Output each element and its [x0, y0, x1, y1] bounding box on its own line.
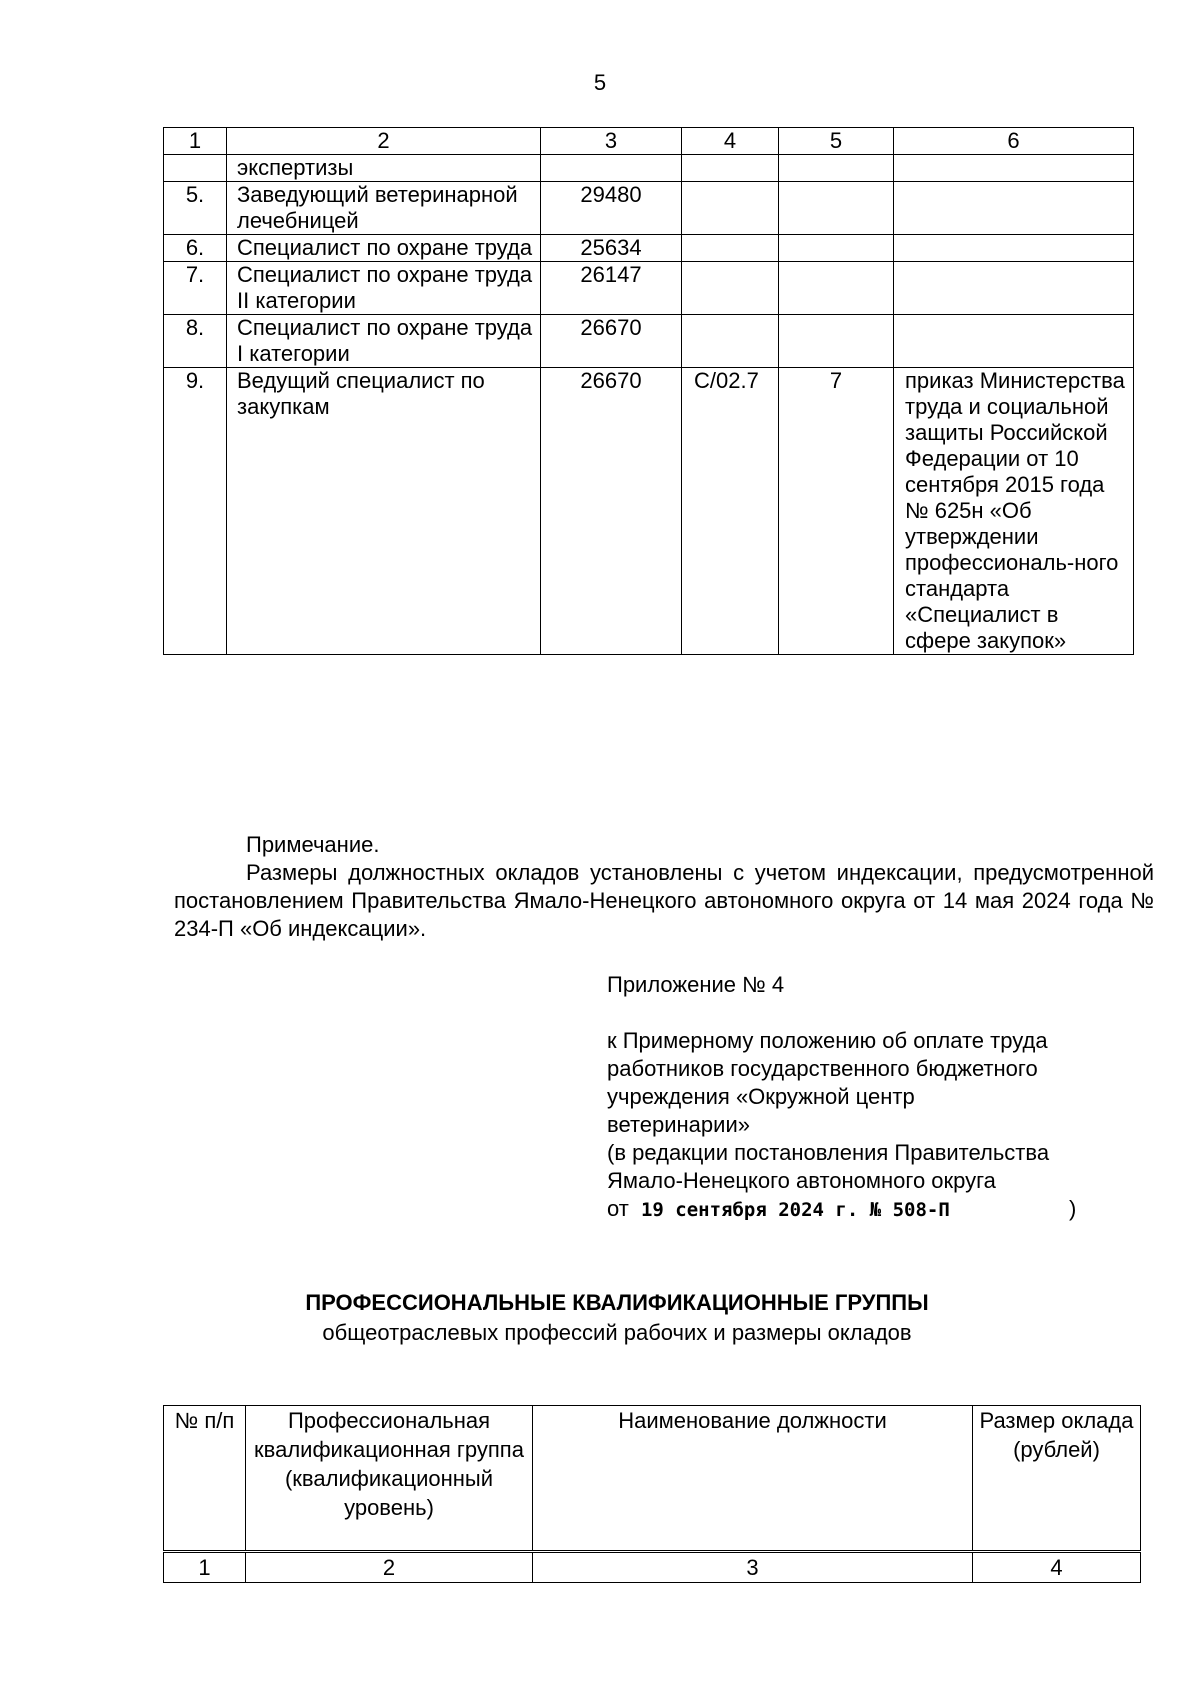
column-number-row — [164, 1552, 1141, 1583]
row-number: 6. — [164, 235, 227, 262]
section-heading — [0, 1288, 1200, 1348]
note-title: Примечание. — [246, 832, 380, 857]
function-code — [682, 182, 779, 235]
table-row — [164, 262, 1134, 315]
salary-value: 26670 — [541, 368, 682, 655]
function-code — [682, 315, 779, 368]
qualification-level — [779, 182, 894, 235]
legal-basis — [894, 182, 1134, 235]
appendix-line: (в редакции постановления Правительства — [607, 1140, 1050, 1165]
appendix-block — [607, 971, 1167, 1224]
salary-value: 29480 — [541, 182, 682, 235]
table-header-row — [164, 128, 1134, 155]
heading-subtitle: общеотраслевых профессий рабочих и размеры окладов — [322, 1320, 912, 1345]
page-number: 5 — [593, 70, 607, 95]
legal-basis — [894, 155, 1134, 182]
salary-value: 26147 — [541, 262, 682, 315]
column-header: № п/п — [164, 1406, 246, 1552]
qualification-groups-table — [163, 1405, 1141, 1583]
qualification-level: 7 — [779, 368, 894, 655]
legal-basis — [894, 235, 1134, 262]
column-number: 3 — [533, 1552, 973, 1583]
qualification-level — [779, 155, 894, 182]
column-header: 3 — [541, 128, 682, 155]
row-number: 8. — [164, 315, 227, 368]
salary-value: 26670 — [541, 315, 682, 368]
column-number: 1 — [164, 1552, 246, 1583]
table-row — [164, 235, 1134, 262]
qualification-level — [779, 315, 894, 368]
resolution-reference: 19 сентября 2024 г. № 508-П — [640, 1199, 950, 1221]
column-header: 4 — [682, 128, 779, 155]
salary-value: 25634 — [541, 235, 682, 262]
row-number: 9. — [164, 368, 227, 655]
table-row — [164, 155, 1134, 182]
table-row — [164, 315, 1134, 368]
column-header: 6 — [894, 128, 1134, 155]
function-code: С/02.7 — [682, 368, 779, 655]
appendix-line: Ямало-Ненецкого автономного округа — [607, 1168, 996, 1193]
appendix-date-line — [607, 1195, 1167, 1224]
function-code — [682, 155, 779, 182]
qualification-level — [779, 235, 894, 262]
function-code — [682, 262, 779, 315]
salary-value — [541, 155, 682, 182]
table-row — [164, 368, 1134, 655]
legal-basis — [894, 315, 1134, 368]
position-name: экспертизы — [227, 155, 541, 182]
position-name: Специалист по охране труда I категории — [227, 315, 541, 368]
appendix-line: работников государственного бюджетного — [607, 1056, 1038, 1081]
appendix-from-label: от — [607, 1196, 629, 1221]
column-number: 4 — [973, 1552, 1141, 1583]
column-header: 2 — [227, 128, 541, 155]
position-name: Заведующий ветеринарной лечебницей — [227, 182, 541, 235]
appendix-line: к Примерному положению об оплате труда — [607, 1028, 1048, 1053]
qualification-level — [779, 262, 894, 315]
column-number: 2 — [246, 1552, 533, 1583]
position-name: Специалист по охране труда II категории — [227, 262, 541, 315]
function-code — [682, 235, 779, 262]
appendix-line: ветеринарии» — [607, 1112, 750, 1137]
column-header: Наименование должности — [533, 1406, 973, 1552]
column-header: Профессиональная квалификационная группа (квалификационный уровень) — [246, 1406, 533, 1552]
note-text: Размеры должностных окладов установлены с учетом индексации, предусмотренной постановлением Правительства Ямало-Ненецкого автономного округа от 14 мая 2024 года № 234-П «Об индексации». — [174, 860, 1154, 941]
closing-parenthesis: ) — [1069, 1196, 1077, 1221]
row-number — [164, 155, 227, 182]
position-name: Специалист по охране труда — [227, 235, 541, 262]
row-number: 5. — [164, 182, 227, 235]
appendix-line: учреждения «Окружной центр — [607, 1084, 915, 1109]
column-header: 5 — [779, 128, 894, 155]
heading-title: ПРОФЕССИОНАЛЬНЫЕ КВАЛИФИКАЦИОННЫЕ ГРУППЫ — [305, 1290, 929, 1315]
column-header: Размер оклада (рублей) — [973, 1406, 1141, 1552]
table-row — [164, 182, 1134, 235]
table-header-row — [164, 1406, 1141, 1552]
row-number: 7. — [164, 262, 227, 315]
legal-basis: приказ Министерства труда и социальной защиты Российской Федерации от 10 сентября 2015 года № 625н «Об утверждении профессиональ-ного стандарта «Специалист в сфере закупок» — [894, 368, 1134, 655]
position-name: Ведущий специалист по закупкам — [227, 368, 541, 655]
appendix-title: Приложение № 4 — [607, 972, 785, 997]
salary-table — [163, 127, 1134, 655]
legal-basis — [894, 262, 1134, 315]
column-header: 1 — [164, 128, 227, 155]
